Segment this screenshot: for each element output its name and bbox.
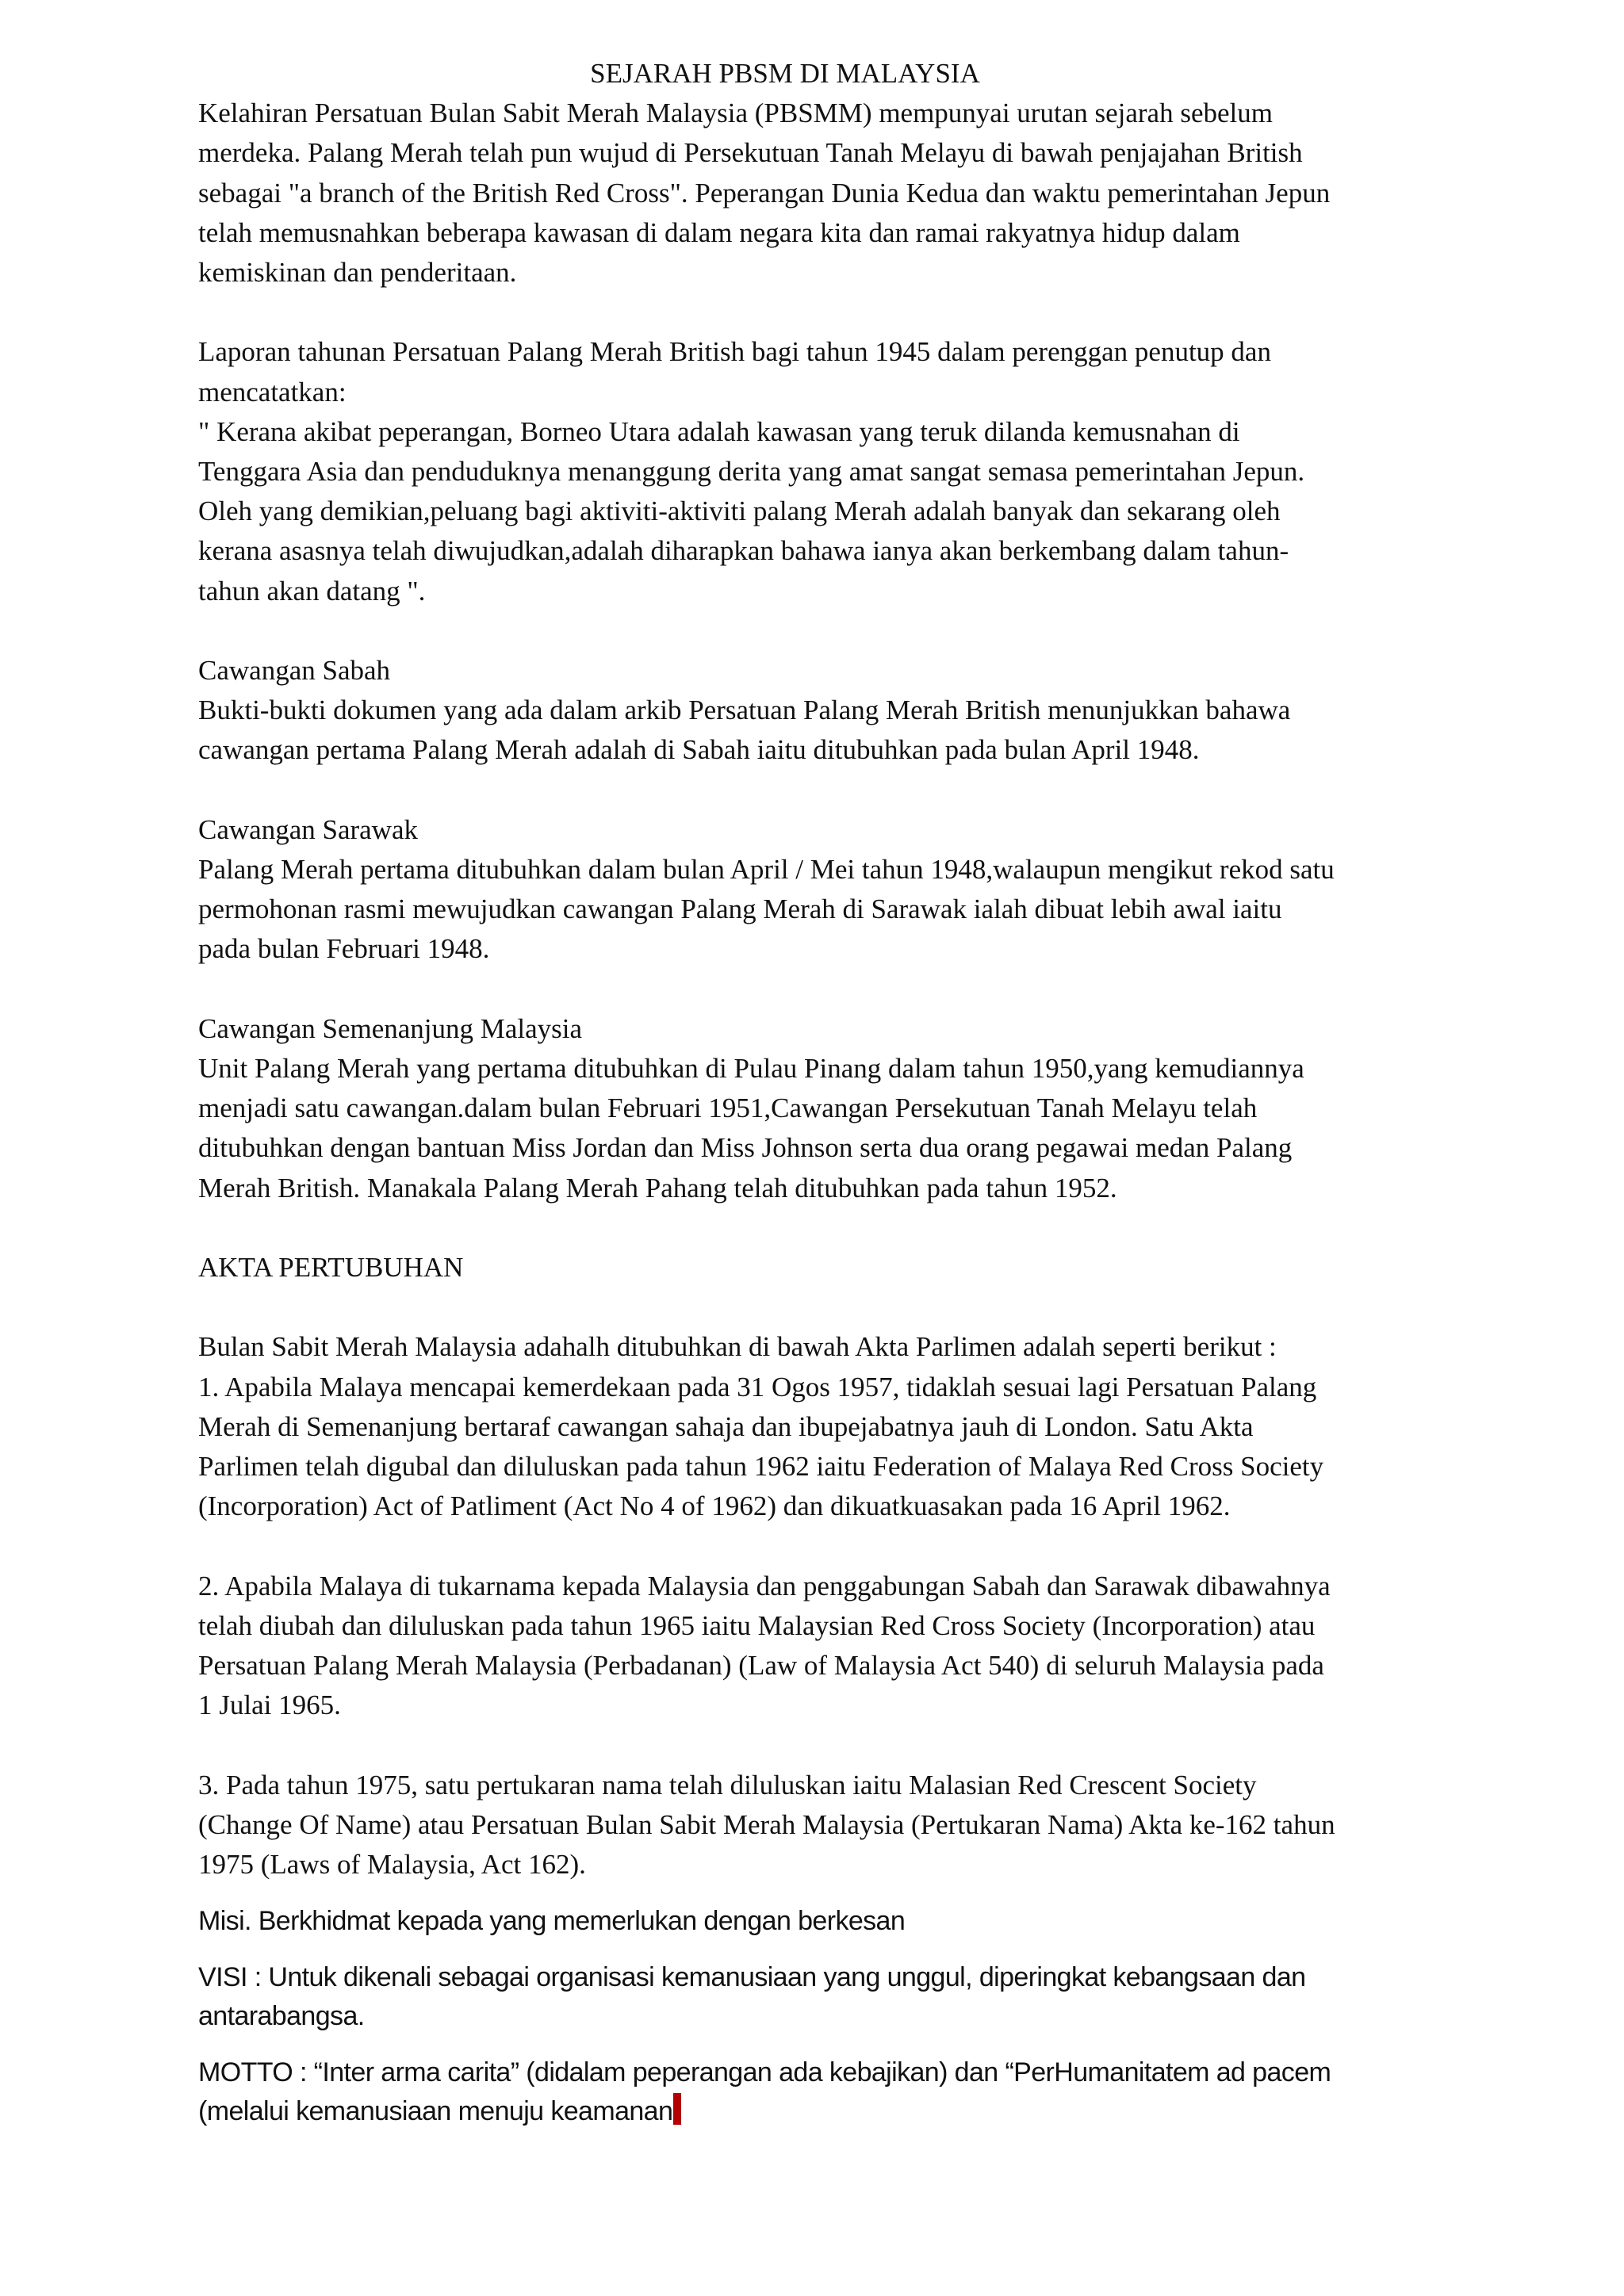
text-line: cawangan pertama Palang Merah adalah di Sabah iaitu ditubuhkan pada bulan April 1948. (198, 734, 1200, 766)
text-line: permohonan rasmi mewujudkan cawangan Palang Merah di Sarawak ialah dibuat lebih awal iaitu (198, 894, 1282, 925)
text-line: (Incorporation) Act of Patliment (Act No 4 of 1962) dan dikuatkuasakan pada 16 April 1962. (198, 1490, 1231, 1522)
document-page (198, 54, 1451, 2131)
section-heading: Cawangan Sarawak (198, 813, 418, 845)
text-line: sebagai "a branch of the British Red Cross". Peperangan Dunia Kedua dan waktu pemerintahan Jepun (198, 177, 1331, 209)
text-line: Palang Merah pertama ditubuhkan dalam bulan April / Mei tahun 1948,walaupun mengikut rekod satu (198, 854, 1335, 886)
text-line: 1. Apabila Malaya mencapai kemerdekaan pada 31 Ogos 1957, tidaklah sesuai lagi Persatuan Palang (198, 1371, 1317, 1402)
intro-paragraph (198, 94, 1451, 293)
text-line: merdeka. Palang Merah telah pun wujud di Persekutuan Tanah Melayu di bawah penjajahan British (198, 137, 1303, 169)
text-line: Laporan tahunan Persatuan Palang Merah British bagi tahun 1945 dalam perenggan penutup dan (198, 336, 1271, 368)
text-line: " Kerana akibat peperangan, Borneo Utara adalah kawasan yang teruk dilanda kemusnahan di (198, 415, 1240, 447)
sabah-section (198, 651, 1451, 771)
text-line: Merah British. Manakala Palang Merah Pahang telah ditubuhkan pada tahun 1952. (198, 1172, 1117, 1203)
text-line: Unit Palang Merah yang pertama ditubuhkan di Pulau Pinang dalam tahun 1950,yang kemudiannya (198, 1053, 1304, 1085)
text-cursor[interactable] (673, 2093, 681, 2125)
text-line: Parlimen telah digubal dan diluluskan pada tahun 1962 iaitu Federation of Malaya Red Cross Society (198, 1451, 1324, 1483)
text-line-content: (melalui kemanusiaan menuju keamanan (198, 2096, 673, 2127)
akta-heading (198, 1248, 1451, 1288)
section-heading: Cawangan Semenanjung Malaysia (198, 1012, 583, 1044)
text-line: pada bulan Februari 1948. (198, 933, 490, 965)
text-line: MOTTO : “Inter arma carita” (didalam peperangan ada kebajikan) dan “PerHumanitatem ad pacem (198, 2057, 1331, 2088)
text-line: kemiskinan dan penderitaan. (198, 257, 517, 289)
text-line: VISI : Untuk dikenali sebagai organisasi kemanusiaan yang unggul, diperingkat kebangsaan dan (198, 1962, 1306, 1993)
text-line: mencatatkan: (198, 376, 347, 408)
text-line: Misi. Berkhidmat kepada yang memerlukan dengan berkesan (198, 1906, 906, 1937)
text-line: Persatuan Palang Merah Malaysia (Perbadanan) (Law of Malaysia Act 540) di seluruh Malaysia pada (198, 1650, 1324, 1682)
text-line: (Change Of Name) atau Persatuan Bulan Sabit Merah Malaysia (Pertukaran Nama) Akta ke-162 tahun (198, 1808, 1335, 1840)
text-line: Kelahiran Persatuan Bulan Sabit Merah Malaysia (PBSMM) mempunyai urutan sejarah sebelum (198, 98, 1273, 129)
akta-point-3 (198, 1766, 1451, 1885)
text-line: menjadi satu cawangan.dalam bulan Februari 1951,Cawangan Persekutuan Tanah Melayu telah (198, 1093, 1258, 1124)
text-line: Bukti-bukti dokumen yang ada dalam arkib Persatuan Palang Merah British menunjukkan bahawa (198, 695, 1291, 726)
report-paragraph (198, 332, 1451, 610)
text-line: Bulan Sabit Merah Malaysia adahalh ditubuhkan di bawah Akta Parlimen adalah seperti berikut : (198, 1331, 1277, 1363)
text-line: 1975 (Laws of Malaysia, Act 162). (198, 1849, 586, 1881)
sarawak-section (198, 810, 1451, 970)
section-heading: AKTA PERTUBUHAN (198, 1252, 464, 1284)
text-line: telah diubah dan diluluskan pada tahun 1965 iaitu Malaysian Red Cross Society (Incorporation) atau (198, 1609, 1316, 1641)
semenanjung-section (198, 1009, 1451, 1208)
akta-point-2 (198, 1567, 1451, 1726)
section-heading: Cawangan Sabah (198, 655, 391, 687)
text-line: Merah di Semenanjung bertaraf cawangan sahaja dan ibupejabatnya jauh di London. Satu Akta (198, 1410, 1254, 1442)
text-line: 1 Julai 1965. (198, 1689, 341, 1721)
text-line: ditubuhkan dengan bantuan Miss Jordan dan Miss Johnson serta dua orang pegawai medan Palang (198, 1132, 1293, 1164)
motto-paragraph (198, 2053, 1451, 2131)
text-line (198, 2092, 1451, 2131)
text-line: 3. Pada tahun 1975, satu pertukaran nama telah diluluskan iaitu Malasian Red Crescent Society (198, 1769, 1257, 1800)
misi-paragraph (198, 1902, 1451, 1941)
text-line: Tenggara Asia dan penduduknya menanggung derita yang amat sangat semasa pemerintahan Jepun. (198, 456, 1305, 488)
akta-point-1 (198, 1327, 1451, 1526)
text-line: 2. Apabila Malaya di tukarnama kepada Malaysia dan penggabungan Sabah dan Sarawak dibawahnya (198, 1570, 1331, 1601)
document-title: SEJARAH PBSM DI MALAYSIA (590, 58, 980, 89)
text-line: telah memusnahkan beberapa kawasan di dalam negara kita dan ramai rakyatnya hidup dalam (198, 216, 1240, 248)
text-line: tahun akan datang ". (198, 575, 426, 607)
text-line: kerana asasnya telah diwujudkan,adalah diharapkan bahawa ianya akan berkembang dalam tahun- (198, 535, 1289, 567)
text-line: antarabangsa. (198, 2001, 365, 2032)
text-line: Oleh yang demikian,peluang bagi aktiviti-aktiviti palang Merah adalah banyak dan sekarang oleh (198, 496, 1281, 527)
visi-paragraph (198, 1958, 1451, 2036)
